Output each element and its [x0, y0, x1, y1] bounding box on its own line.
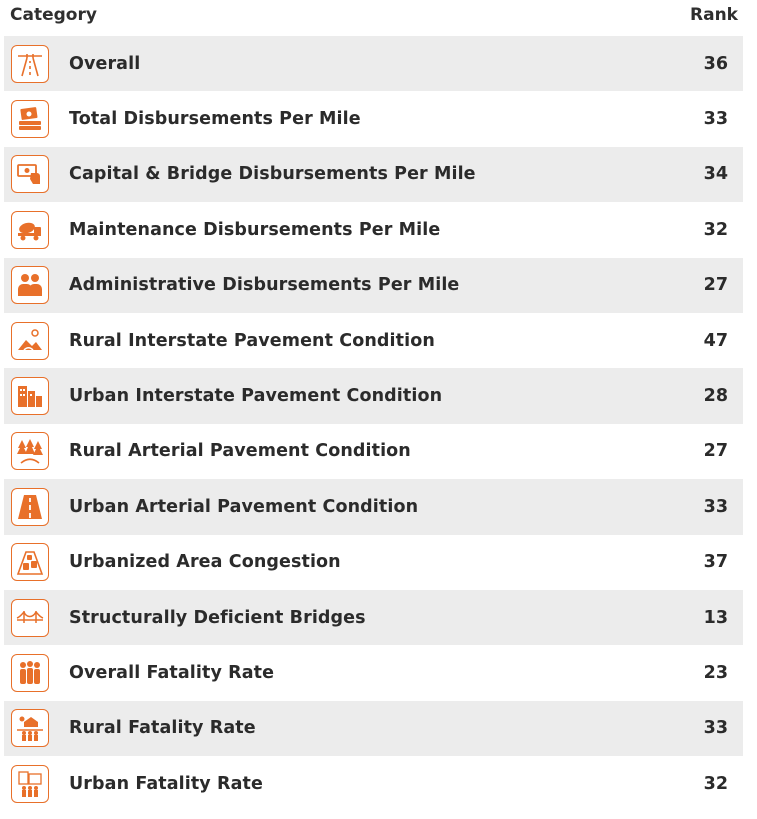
table-row — [4, 645, 743, 700]
row-rank: 28 — [703, 386, 728, 407]
hand-bill-icon — [11, 155, 49, 193]
table-row — [4, 147, 743, 202]
row-category: Capital & Bridge Disbursements Per Mile — [69, 164, 476, 185]
row-rank: 23 — [703, 662, 728, 683]
table-row — [4, 368, 743, 423]
row-category: Rural Interstate Pavement Condition — [69, 330, 435, 351]
group-icon — [11, 654, 49, 692]
row-category: Overall — [69, 53, 141, 74]
row-rank: 47 — [703, 330, 728, 351]
highway-icon — [11, 45, 49, 83]
bridge-icon — [11, 599, 49, 637]
row-category: Urban Interstate Pavement Condition — [69, 386, 443, 407]
row-category: Total Disbursements Per Mile — [69, 109, 361, 130]
row-rank: 34 — [703, 164, 728, 185]
row-category: Rural Fatality Rate — [69, 718, 256, 739]
row-rank: 27 — [703, 441, 728, 462]
trees-road-icon — [11, 432, 49, 470]
row-rank: 37 — [703, 552, 728, 573]
money-stack-icon — [11, 100, 49, 138]
urban-family-icon — [11, 765, 49, 803]
row-rank: 32 — [703, 773, 728, 794]
row-rank: 33 — [703, 718, 728, 739]
table-row — [4, 258, 743, 313]
table-row — [4, 202, 743, 257]
people-icon — [11, 266, 49, 304]
road-lanes-icon — [11, 488, 49, 526]
table-row — [4, 313, 743, 368]
rural-family-icon — [11, 709, 49, 747]
table-row — [4, 36, 743, 91]
table-body — [4, 36, 743, 811]
cement-truck-icon — [11, 211, 49, 249]
table-row — [4, 424, 743, 479]
table-row — [4, 91, 743, 146]
row-category: Overall Fatality Rate — [69, 662, 275, 683]
row-rank: 36 — [703, 53, 728, 74]
table-row — [4, 701, 743, 756]
row-rank: 32 — [703, 219, 728, 240]
row-category: Urban Fatality Rate — [69, 773, 263, 794]
table-row — [4, 756, 743, 811]
table-row — [4, 590, 743, 645]
city-buildings-icon — [11, 377, 49, 415]
row-category: Urbanized Area Congestion — [69, 552, 341, 573]
row-category: Urban Arterial Pavement Condition — [69, 496, 419, 517]
row-category: Maintenance Disbursements Per Mile — [69, 219, 441, 240]
congestion-icon — [11, 543, 49, 581]
table-row — [4, 479, 743, 534]
row-category: Rural Arterial Pavement Condition — [69, 441, 411, 462]
row-rank: 27 — [703, 275, 728, 296]
row-rank: 33 — [703, 109, 728, 130]
row-category: Administrative Disbursements Per Mile — [69, 275, 460, 296]
table-header — [0, 0, 743, 34]
row-rank: 33 — [703, 496, 728, 517]
table-row — [4, 535, 743, 590]
row-category: Structurally Deficient Bridges — [69, 607, 366, 628]
rural-hills-icon — [11, 322, 49, 360]
rank-column-header: Rank — [690, 5, 738, 25]
row-rank: 13 — [703, 607, 728, 628]
category-column-header: Category — [10, 5, 97, 25]
